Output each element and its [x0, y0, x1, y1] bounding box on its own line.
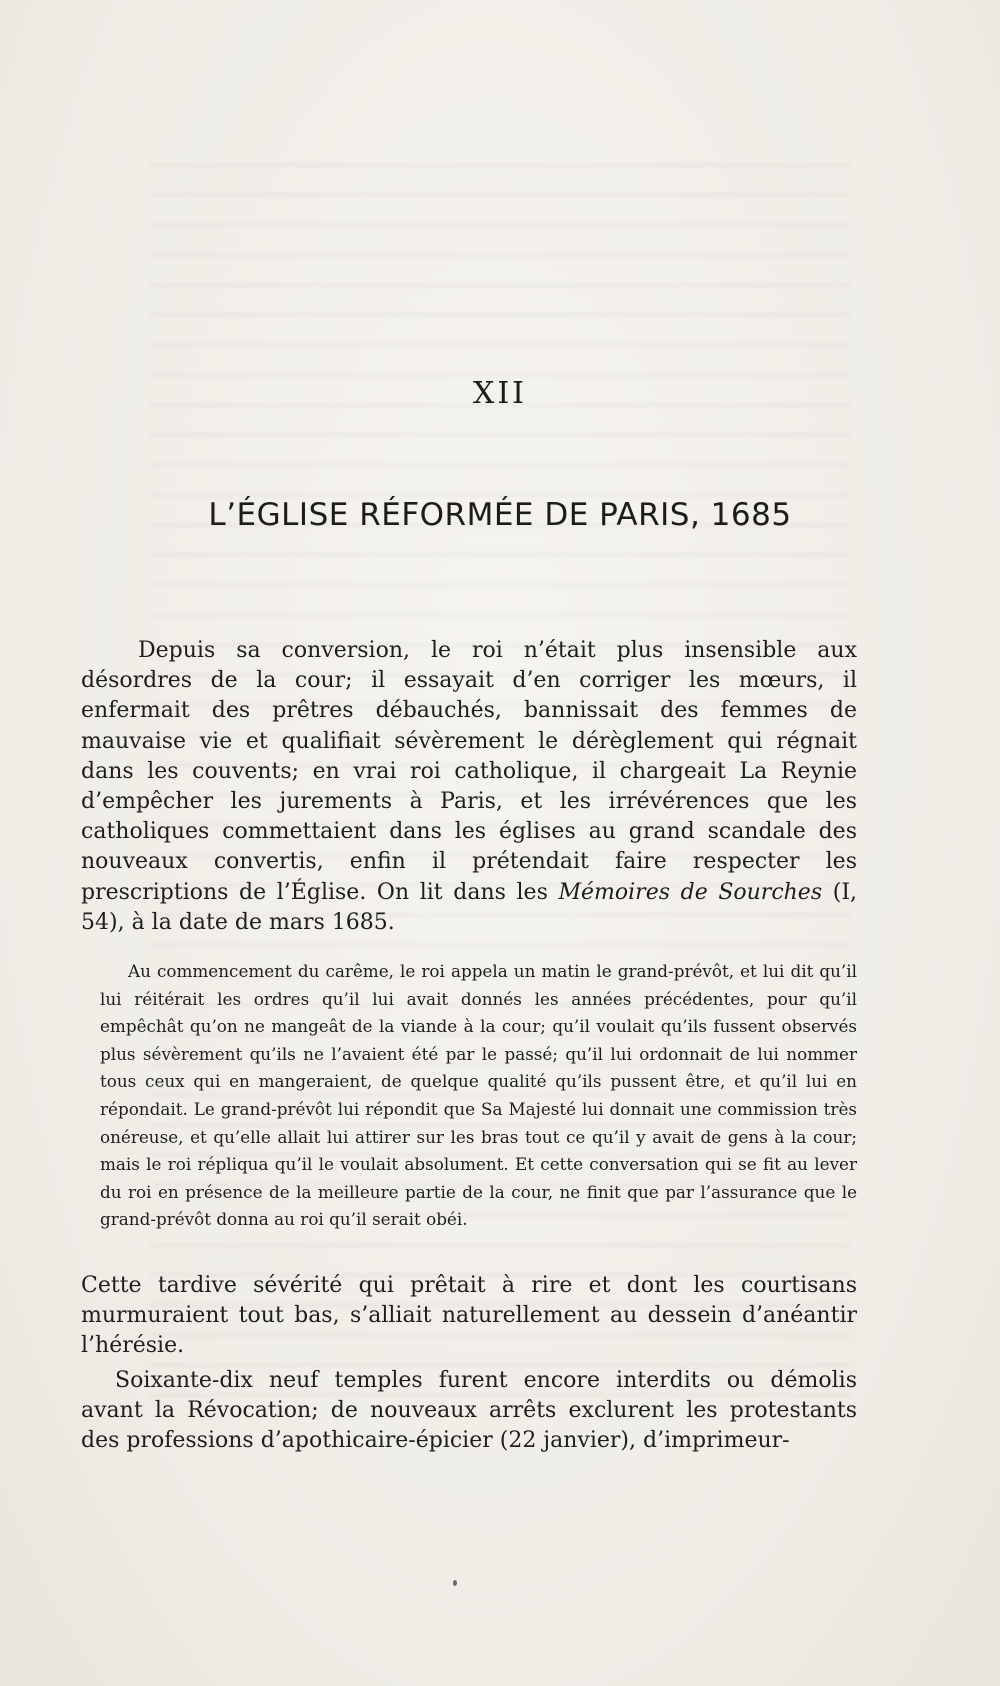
ink-speck: [453, 1580, 457, 1586]
paragraph-intro-text: Depuis sa conversion, le roi n’était plus insensible aux désordres de la cour; il essayait d’en corriger les mœurs, il enfermait des prêtres débauchés, bannissait des femmes de mauvaise vie et qualifiait sévèrement le dérèglement qui régnait dans les couvents; en vrai roi catholique, il chargeait La Reynie d’empêcher les jurements à Paris, et les irrévérences que les catholiques commettaient dans les églises au grand scandale des nouveaux convertis, enfin il prétendait faire respecter les prescriptions de l’Église. On lit dans les: [81, 638, 857, 905]
chapter-numeral: XII: [472, 376, 528, 411]
chapter-title: L’ÉGLISE RÉFORMÉE DE PARIS, 1685: [208, 497, 792, 533]
paragraph-severity: Cette tardive sévérité qui prêtait à rire et dont les courtisans murmuraient tout bas, s’alliait naturellement au dessein d’anéantir l’hérésie.: [81, 1273, 857, 1359]
paragraph-intro: [81, 636, 857, 938]
paragraph-intro-end: (I, 54), à la date de mars 1685.: [81, 879, 858, 935]
paragraph-temples: Soixante-dix neuf temples furent encore interdits ou démolis avant la Révocation; de nouveaux arrêts exclurent les protestants des professions d’apothicaire-épicier (22 janvier), d’imprimeur-: [81, 1368, 857, 1454]
book-title-italic: Mémoires de Sourches: [558, 879, 823, 905]
block-quote: Au commencement du carême, le roi appela un matin le grand-prévôt, et lui dit qu’il lui réitérait les ordres qu’il lui avait donnés les années précédentes, pour qu’il empêchât qu’on ne mangeât de la viande à la cour; qu’il voulait qu’ils fussent observés plus sévèrement qu’ils ne l’avaient été par le passé; qu’il lui ordonnait de lui nommer tous ceux qui en mangeraient, de quelque qualité qu’ils pussent être, et qu’il lui en répondait. Le grand-prévôt lui répondit que Sa Majesté lui donnait une commission très onéreuse, et qu’elle allait lui attirer sur les bras tout ce qu’il y avait de gens à la cour; mais le roi répliqua qu’il le voulait absolument. Et cette conversation qui se fit au lever du roi en présence de la meilleure partie de la cour, ne finit que par l’assurance que le grand-prévôt donna au roi qu’il serait obéi.: [100, 961, 857, 1230]
